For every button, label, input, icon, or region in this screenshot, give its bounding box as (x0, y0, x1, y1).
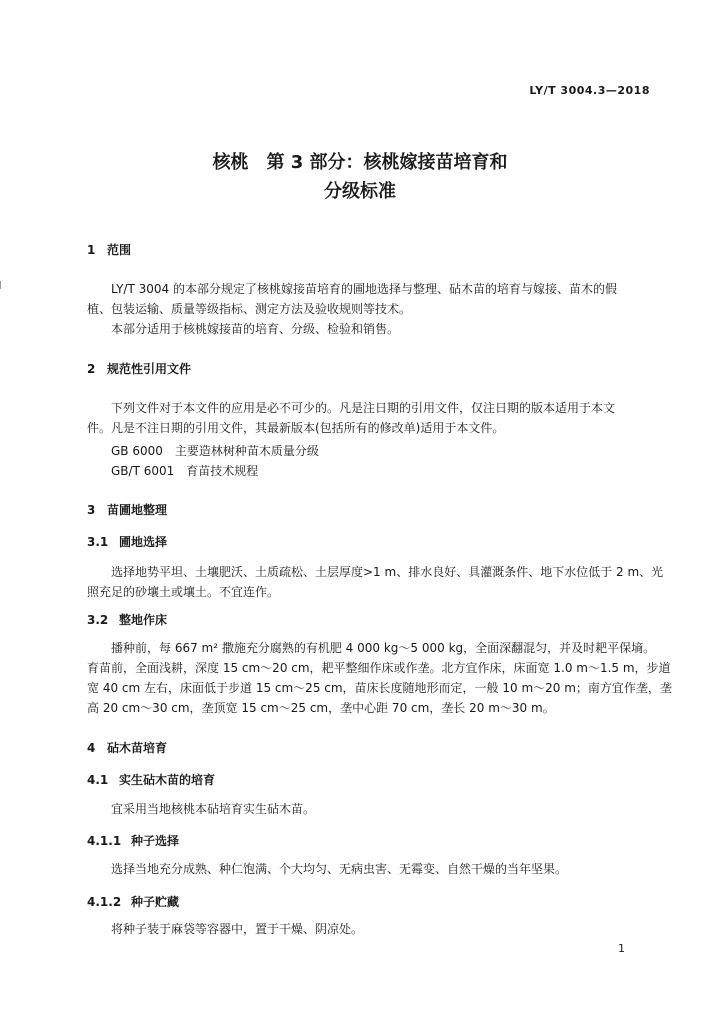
section-3-1-heading (87, 533, 167, 550)
paragraph: 下列文件对于本文件的应用是必不可少的。凡是注日期的引用文件，仅注日期的版本适用于本文 (111, 401, 616, 415)
paragraph: 选择当地充分成熟、种仁饱满、个大均匀、无病虫害、无霉变、自然干燥的当年坚果。 (111, 862, 568, 876)
section-3-2-heading (87, 611, 167, 628)
document-code: LY/T 3004.3—2018 (529, 84, 650, 97)
section-3-heading (87, 501, 167, 518)
section-title: 圃地选择 (119, 535, 168, 549)
document-title-line2: 分级标准 (324, 181, 396, 202)
section-4-1-1-heading (87, 832, 179, 849)
section-number: 3.2 (87, 613, 109, 627)
reference-item: GB 6000 主要造林树种苗木质量分级 (111, 444, 319, 458)
margin-mark (0, 281, 4, 289)
paragraph: LY/T 3004 的本部分规定了核桃嫁接苗培育的圃地选择与整理、砧木苗的培育与嫁接、苗木的假 (111, 282, 617, 296)
section-2-heading (87, 360, 191, 377)
section-4-1-2-heading (87, 893, 179, 910)
section-number: 4 (87, 741, 96, 755)
paragraph: 植、包装运输、质量等级指标、测定方法及验收规则等技术。 (87, 302, 412, 316)
section-number: 4.1 (87, 773, 109, 787)
section-title: 规范性引用文件 (107, 362, 192, 376)
section-1-heading (87, 241, 131, 258)
paragraph: 照充足的砂壤土或壤土。不宜连作。 (87, 585, 280, 599)
section-number: 3.1 (87, 535, 109, 549)
section-title: 整地作床 (119, 613, 168, 627)
section-title: 砧木苗培育 (107, 741, 168, 755)
section-number: 2 (87, 362, 96, 376)
paragraph: 宜采用当地核桃本砧培育实生砧木苗。 (111, 802, 316, 816)
section-title: 范围 (107, 243, 132, 257)
section-number: 4.1.1 (87, 834, 122, 848)
section-number: 4.1.2 (87, 895, 122, 909)
section-number: 1 (87, 243, 96, 257)
section-4-heading (87, 739, 167, 756)
section-4-1-heading (87, 771, 215, 788)
section-title: 苗圃地整理 (107, 503, 168, 517)
paragraph: 播种前，每 667 m² 撒施充分腐熟的有机肥 4 000 kg～5 000 kg，全面深翻混匀，并及时耙平保墒。 (111, 641, 656, 655)
paragraph: 高 20 cm～30 cm，垄顶宽 15 cm～25 cm，垄中心距 70 cm，垄长 20 m～30 m。 (87, 701, 555, 715)
section-title: 种子选择 (131, 834, 180, 848)
reference-item: GB/T 6001 育苗技术规程 (111, 464, 259, 478)
paragraph: 将种子装于麻袋等容器中，置于干燥、阴凉处。 (111, 922, 364, 936)
paragraph: 育苗前，全面浅耕，深度 15 cm～20 cm，耙平整细作床或作垄。北方宜作床，床面宽 1.0 m～1.5 m，步道 (87, 661, 671, 675)
section-title: 实生砧木苗的培育 (119, 773, 216, 787)
paragraph: 选择地势平坦、土壤肥沃、土质疏松、土层厚度>1 m、排水良好、具灌溉条件、地下水位低于 2 m、光 (111, 565, 664, 579)
section-number: 3 (87, 503, 96, 517)
document-title-line1: 核桃 第 3 部分：核桃嫁接苗培育和 (212, 152, 508, 173)
paragraph: 宽 40 cm 左右，床面低于步道 15 cm～25 cm，苗床长度随地形而定，一般 10 m～20 m；南方宜作垄，垄 (87, 681, 672, 695)
paragraph: 本部分适用于核桃嫁接苗的培育、分级、检验和销售。 (111, 322, 400, 336)
paragraph: 件。凡是不注日期的引用文件，其最新版本(包括所有的修改单)适用于本文件。 (87, 421, 505, 435)
section-title: 种子贮藏 (131, 895, 180, 909)
page-number: 1 (618, 942, 625, 955)
